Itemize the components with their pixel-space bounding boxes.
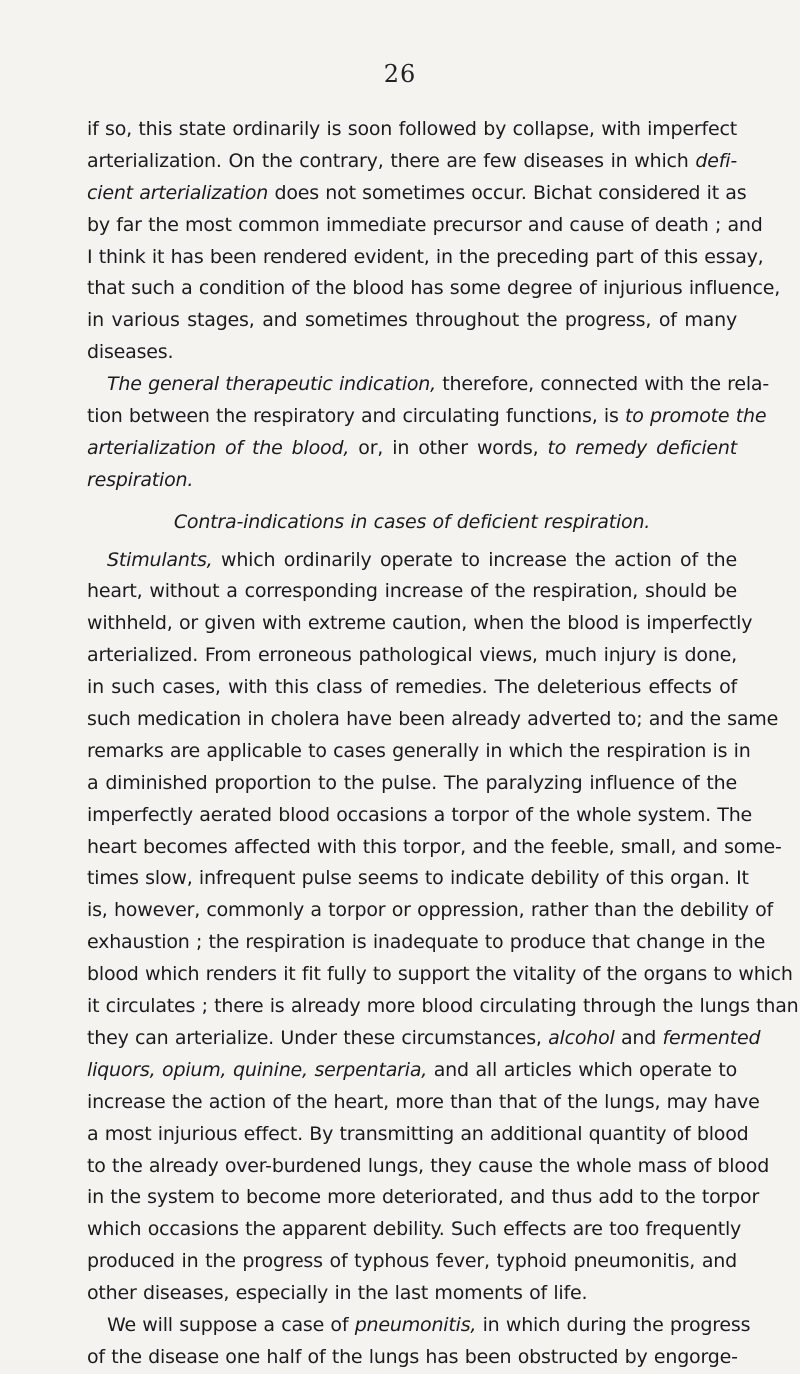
text-run: a most injurious effect. By transmitting an additional quantity of blood [87, 1122, 749, 1145]
text-run: heart, without a corresponding increase of the respiration, should be [87, 580, 737, 603]
text-run: withheld, or given with extreme caution, when the blood is imperfectly [87, 612, 753, 635]
text-run: which occasions the apparent debility. Such effects are too frequently [87, 1218, 742, 1241]
text-line [87, 1342, 737, 1374]
text-run: a diminished proportion to the pulse. The paralyzing influence of the [87, 771, 737, 794]
text-run: in such cases, with this class of remedies. The deleterious effects of [87, 676, 737, 699]
text-line [87, 608, 753, 640]
text-line [87, 672, 737, 704]
text-run: therefore, connected with the rela- [435, 373, 770, 396]
text-run: does not sometimes occur. Bichat considered it as [268, 181, 747, 204]
text-line [87, 1310, 751, 1342]
text-run: in which during the progress [476, 1313, 751, 1336]
italic-text: liquors, opium, quinine, serpentaria, [87, 1058, 428, 1081]
text-run: imperfectly aerated blood occasions a torpor of the whole system. The [87, 803, 753, 826]
text-run: arterialization. On the contrary, there are few diseases in which [87, 149, 696, 172]
italic-text: Contra-indications in cases of deficient respiration. [173, 510, 651, 533]
text-line [87, 1119, 749, 1151]
text-run: such medication in cholera have been already adverted to; and the same [87, 708, 779, 731]
italic-text: The general therapeutic indication, [107, 373, 436, 396]
text-run: of the disease one half of the lungs has been obstructed by engorge- [87, 1345, 738, 1368]
text-line [87, 1087, 760, 1119]
body-text [87, 114, 799, 1374]
text-line [87, 832, 782, 864]
text-run: arterialized. From erroneous pathological views, much injury is done, [87, 644, 737, 667]
text-run: heart becomes affected with this torpor, and the feeble, small, and some- [87, 835, 782, 858]
text-line [87, 1278, 737, 1310]
italic-text: to promote the [625, 405, 767, 428]
text-line [87, 1023, 761, 1055]
section-heading [87, 507, 737, 539]
text-run: that such a condition of the blood has some degree of injurious influence, [87, 277, 781, 300]
italic-text: Stimulants, [107, 548, 213, 571]
text-line [87, 1214, 742, 1246]
text-run: other diseases, especially in the last moments of life. [87, 1282, 588, 1305]
italic-text: cient arterialization [87, 181, 269, 204]
text-line [87, 1182, 760, 1214]
text-line [87, 736, 751, 768]
text-run: is, however, commonly a torpor or oppression, rather than the debility of [87, 899, 774, 922]
text-run: which ordinarily operate to increase the action of the [212, 548, 737, 571]
text-run: diseases. [87, 341, 174, 364]
italic-text: fermented [662, 1026, 761, 1049]
text-line [87, 178, 747, 210]
text-line [87, 704, 779, 736]
text-line [87, 991, 799, 1023]
text-line [87, 210, 763, 242]
text-run: they can arterialize. Under these circumstances, [87, 1026, 549, 1049]
italic-text: pneumonitis, [354, 1313, 477, 1336]
text-line [87, 465, 737, 497]
text-run: or, in other words, [349, 436, 548, 459]
text-line [87, 369, 770, 401]
text-run: times slow, infrequent pulse seems to indicate debility of this organ. It [87, 867, 749, 890]
text-run: blood which renders it fit fully to support the vitality of the organs to which [87, 963, 793, 986]
text-run: in the system to become more deteriorated, and thus add to the torpor [87, 1186, 760, 1209]
text-run: it circulates ; there is already more blood circulating through the lungs than [87, 995, 799, 1018]
text-line [87, 545, 737, 577]
text-line [87, 895, 774, 927]
text-line [87, 959, 793, 991]
text-line [87, 433, 737, 465]
italic-text: defi- [695, 149, 737, 172]
text-run: by far the most common immediate precursor and cause of death ; and [87, 213, 763, 236]
text-run: I think it has been rendered evident, in the preceding part of this essay, [87, 245, 764, 268]
text-run: tion between the respiratory and circulating functions, is [87, 405, 625, 428]
text-run: produced in the progress of typhous fever, typhoid pneumonitis, and [87, 1250, 737, 1273]
italic-text: to remedy deficient [547, 436, 737, 459]
page-number: 26 [383, 60, 417, 88]
text-run: to the already over-burdened lungs, they cause the whole mass of blood [87, 1154, 770, 1177]
text-run: in various stages, and sometimes throughout the progress, of many [87, 309, 737, 332]
text-line [87, 863, 749, 895]
text-line [87, 242, 764, 274]
text-line [87, 401, 767, 433]
italic-text: arterialization of the blood, [87, 436, 350, 459]
text-run: and [614, 1026, 663, 1049]
text-line [87, 640, 737, 672]
text-line [87, 114, 737, 146]
text-line [87, 1055, 737, 1087]
italic-text: alcohol [548, 1026, 615, 1049]
text-line [87, 927, 766, 959]
text-line [87, 337, 737, 369]
text-line [87, 146, 737, 178]
italic-text: respiration. [87, 468, 194, 491]
text-line [87, 576, 737, 608]
text-run: exhaustion ; the respiration is inadequate to produce that change in the [87, 931, 766, 954]
text-line [87, 1246, 737, 1278]
text-run: We will suppose a case of [107, 1313, 355, 1336]
text-run: if so, this state ordinarily is soon followed by collapse, with imperfect [87, 118, 737, 140]
text-line [87, 1151, 770, 1183]
text-line [87, 768, 737, 800]
text-line [87, 305, 737, 337]
text-run: increase the action of the heart, more than that of the lungs, may have [87, 1090, 760, 1113]
text-line [87, 800, 753, 832]
text-run: and all articles which operate to [427, 1058, 737, 1081]
text-line [87, 273, 781, 305]
text-run: remarks are applicable to cases generally in which the respiration is in [87, 739, 751, 762]
